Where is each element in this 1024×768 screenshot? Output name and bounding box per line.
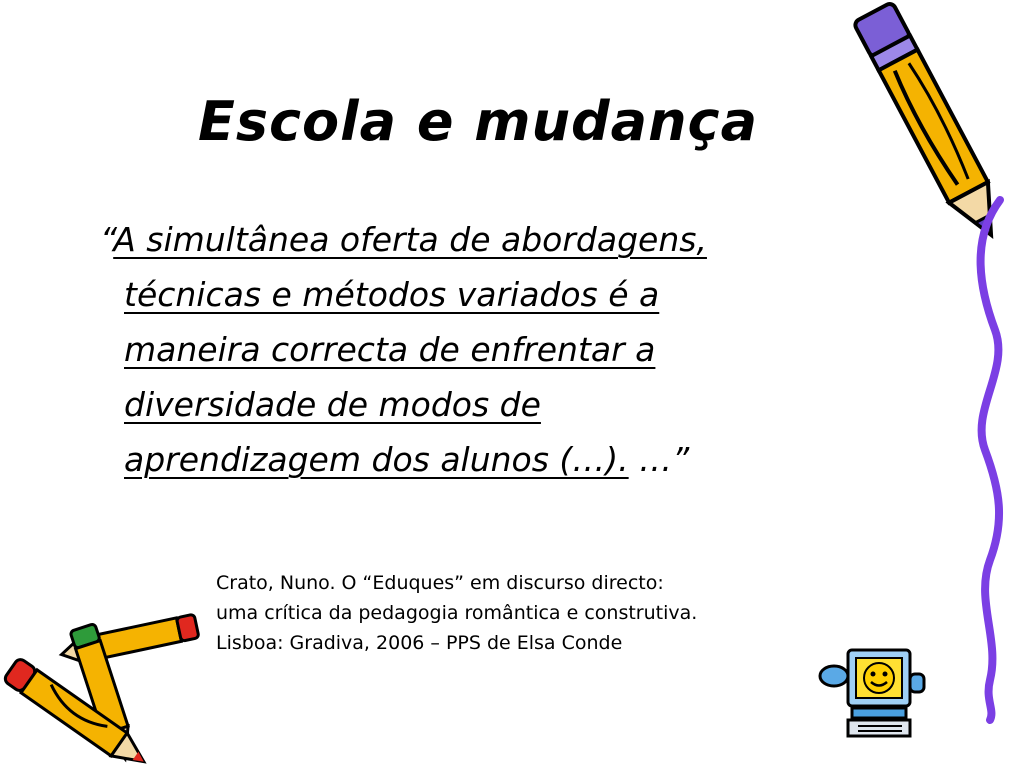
quote-line-4 <box>100 377 920 432</box>
citation-line-3: Lisboa: Gradiva, 2006 – PPS de Elsa Conde <box>216 632 623 654</box>
quote-close: …” <box>628 440 690 479</box>
slide-title: Escola e mudança <box>198 90 759 153</box>
quote-line-2 <box>100 267 920 322</box>
quote-line-5 <box>100 432 920 487</box>
citation-line-2: uma crítica da pedagogia romântica e construtiva. <box>216 602 698 624</box>
quote-text: técnicas e métodos variados é a <box>124 275 660 314</box>
smiling-computer-clipart-icon <box>818 646 930 742</box>
citation-line-1: Crato, Nuno. O “Eduques” em discurso directo: <box>216 572 664 594</box>
wavy-line <box>960 200 1020 720</box>
quote-text: diversidade de modos de <box>124 385 541 424</box>
quote-text: aprendizagem dos alunos (…). <box>124 440 629 479</box>
quote-line-1 <box>100 212 920 267</box>
citation <box>216 568 697 658</box>
quote-text: A simultânea oferta de abordagens, <box>113 220 707 259</box>
quote-block <box>100 212 920 487</box>
quote-text: maneira correcta de enfrentar a <box>124 330 656 369</box>
quote-line-3 <box>100 322 920 377</box>
quote-open-mark: “ <box>100 220 114 259</box>
pencils-clipart-icon <box>0 600 220 768</box>
